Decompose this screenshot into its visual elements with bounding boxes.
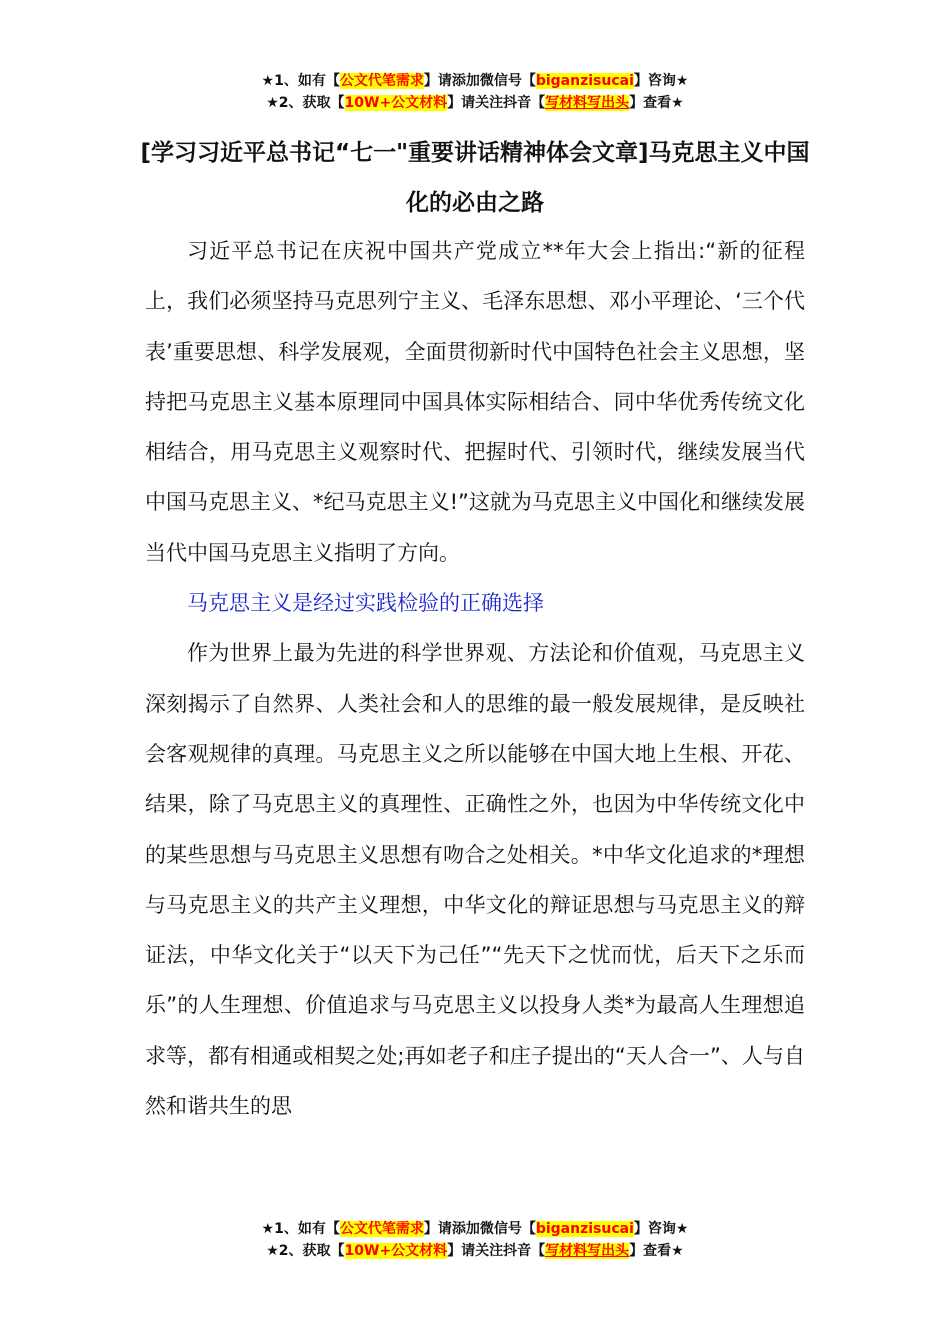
banner-line-2 bbox=[0, 92, 950, 114]
banner-line-1 bbox=[0, 70, 950, 92]
wechat-id-highlight: biganzisucai bbox=[535, 73, 634, 89]
banner-highlight: 10W+公文材料 bbox=[344, 1243, 448, 1259]
banner-text: 】请关注抖音【 bbox=[447, 1243, 546, 1259]
banner-highlight: 公文代笔需求 bbox=[339, 73, 424, 89]
paragraph: 作为世界上最为先进的科学世界观、方法论和价值观，马克思主义深刻揭示了自然界、人类社会和人的思维的最一般发展规律，是反映社会客观规律的真理。马克思主义之所以能够在中国大地上生根、开花、结果，除了马克思主义的真理性、正确性之外，也因为中华传统文化中的某些思想与马克思主义思想有吻合之处相关。*中华文化追求的*理想与马克思主义的共产主义理想，中华文化的辩证思想与马克思主义的辩证法，中华文化关于“以天下为己任”“先天下之忧而忧，后天下之乐而乐”的人生理想、价值追求与马克思主义以投身人类*为最高人生理想追求等，都有相通或相契之处;再如老子和庄子提出的“天人合一”、人与自然和谐共生的思 bbox=[145, 641, 805, 1119]
paragraph: 习近平总书记在庆祝中国共产党成立**年大会上指出:“新的征程上，我们必须坚持马克思列宁主义、毛泽东思想、邓小平理论、‘三个代表’重要思想、科学发展观，全面贯彻新时代中国特色社会主义思想，坚持把马克思主义基本原理同中国具体实际相结合、同中华优秀传统文化相结合，用马克思主义观察时代、把握时代、引领时代，继续发展当代中国马克思主义、*纪马克思主义!”这就为马克思主义中国化和继续发展当代中国马克思主义指明了方向。 bbox=[145, 239, 805, 565]
banner-text: 】请关注抖音【 bbox=[447, 95, 546, 111]
wechat-id-highlight: biganzisucai bbox=[535, 1221, 634, 1237]
banner-line-1 bbox=[0, 1218, 950, 1240]
banner-highlight: 10W+公文材料 bbox=[344, 95, 448, 111]
banner-text: ★1、如有【 bbox=[261, 1221, 340, 1237]
banner-text: ★2、获取【 bbox=[266, 95, 345, 111]
document-body bbox=[145, 226, 805, 1131]
banner-text: ★2、获取【 bbox=[266, 1243, 345, 1259]
banner-text: 】查看★ bbox=[629, 95, 684, 111]
banner-text: 】咨询★ bbox=[633, 73, 689, 89]
banner-line-2 bbox=[0, 1240, 950, 1262]
footer-banner bbox=[0, 1218, 950, 1262]
banner-highlight: 公文代笔需求 bbox=[339, 1221, 424, 1237]
banner-text: 】咨询★ bbox=[633, 1221, 689, 1237]
section-heading: 马克思主义是经过实践检验的正确选择 bbox=[187, 591, 544, 616]
banner-text: 】查看★ bbox=[629, 1243, 684, 1259]
douyin-highlight: 写材料写出头 bbox=[545, 95, 630, 111]
banner-text: ★1、如有【 bbox=[261, 73, 340, 89]
banner-text: 】请添加微信号【 bbox=[423, 73, 536, 89]
banner-text: 】请添加微信号【 bbox=[423, 1221, 536, 1237]
header-banner bbox=[0, 70, 950, 114]
douyin-highlight: 写材料写出头 bbox=[545, 1243, 630, 1259]
document-title: [学习习近平总书记“七一"重要讲话精神体会文章]马克思主义中国化的必由之路 bbox=[140, 140, 810, 216]
